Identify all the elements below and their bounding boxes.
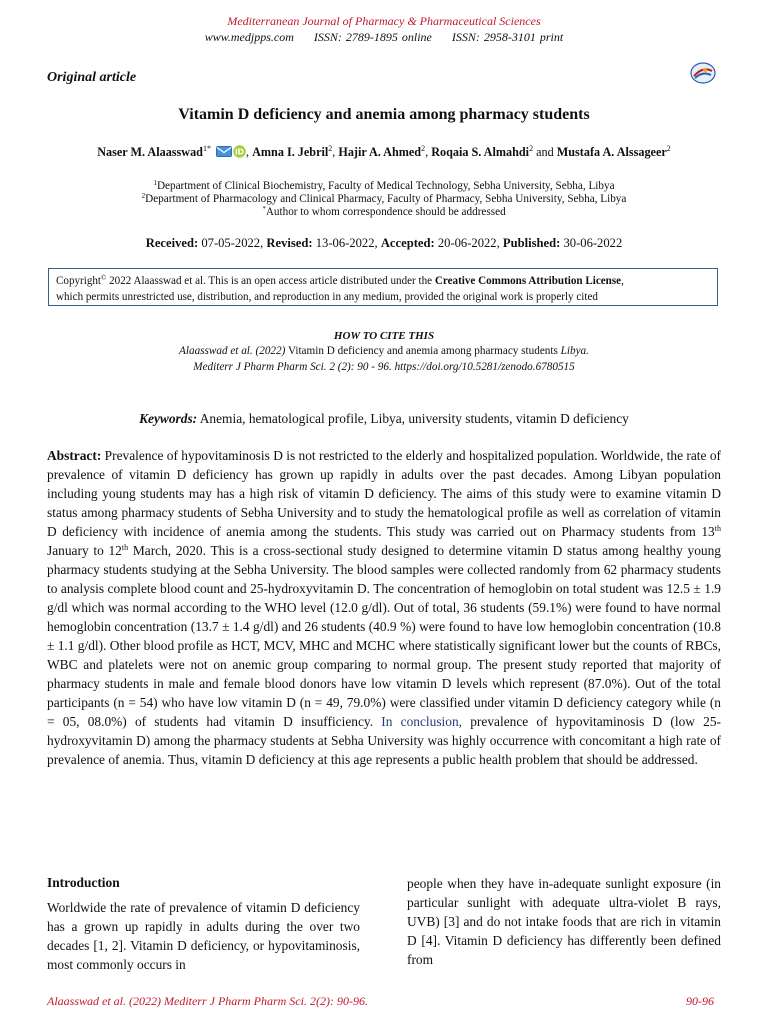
copyright-symbol: © [101, 274, 107, 282]
author-sup: 2 [529, 144, 534, 153]
svg-text:iD: iD [235, 147, 244, 157]
keywords-label: Keywords: [139, 411, 198, 426]
abstract [47, 446, 721, 769]
keywords-text: Anemia, hematological profile, Libya, university students, vitamin D deficiency [199, 411, 629, 426]
abstract-text: January to 12 [47, 543, 122, 558]
author-sup: 2 [666, 144, 671, 153]
published-date: 30-06-2022 [563, 236, 623, 250]
issn-online: ISSN: 2789-1895 online [313, 30, 432, 44]
author-name: Amna I. Jebril [252, 145, 329, 159]
author-name: Naser M. Alaasswad [97, 145, 203, 159]
orcid-icon[interactable] [233, 145, 246, 158]
affiliation-text: Department of Pharmacology and Clinical Pharmacy, Faculty of Pharmacy, Sebha University, Sebha, Libya [145, 193, 627, 205]
copyright-comma: , [621, 275, 624, 287]
footer-pages: 90-96 [686, 994, 714, 1008]
author-sup: 2 [421, 144, 426, 153]
revised-label: Revised: [266, 236, 313, 250]
author-and: and [536, 145, 554, 159]
cite-reference[interactable]: Mediterr J Pharm Pharm Sci. 2 (2): 90 - 96. https://doi.org/10.5281/zenodo.6780515 [193, 361, 575, 373]
affiliation-1 [0, 180, 768, 192]
cite-country: Libya. [560, 345, 589, 357]
accepted-date: 20-06-2022, [437, 236, 500, 250]
cite-line-1 [0, 345, 768, 357]
author-name: Hajir A. Ahmed [338, 145, 422, 159]
abstract-text: March, 2020. This is a cross-sectional study designed to determine vitamin D status among healthy young pharmacy students studying at the Sebha University. The blood samples were collected randomly from 62 pharmacy students to analysis complete blood count and 25-hydroxyvitamin D. The concentration of hemoglobin on total student was 12.5 ± 1.9 g/dl which was normal according to the WHO level (12.0 g/dl). Out of total, 36 students (59.1%) were found to have normal hemoglobin concentration (13.7 ± 1.4 g/dl) and 26 students (40.9 %) were found to have low hemoglobin concentration (10.8 ± 1.1 g/dl). Other blood profile as HCT, MCV, MHC and MCHC where statistically significant lower but the counts of RBCs, WBC and platelets were not on anemic group comparing to normal group. The present study reported that majority of pharmacy students in male and female blood donors have low vitamin D levels which represent (87.0%). Out of the total participants (n = 54) who have low vitamin D (n = 49, 79.0%) were classified under vitamin D deficiency category while (n = 05, 08.0%) of students had vitamin D insufficiency. [47, 543, 721, 729]
abstract-label: Abstract: [47, 448, 102, 463]
cite-line-2 [0, 361, 768, 373]
author-separator: , [332, 145, 336, 159]
cite-title: Vitamin D deficiency and anemia among pharmacy students [287, 345, 558, 357]
keywords [0, 411, 768, 427]
footer-citation: Alaasswad et al. (2022) Mediterr J Pharm Pharm Sci. 2(2): 90-96. [47, 994, 368, 1008]
journal-logo-icon [690, 62, 716, 84]
license-link[interactable]: Creative Commons Attribution License [434, 275, 622, 287]
abstract-sup: th [714, 524, 721, 533]
copyright-text-2: which permits unrestricted use, distribution, and reproduction in any medium, provided the original work is properly cited [56, 291, 598, 303]
author-separator: , [425, 145, 429, 159]
journal-website[interactable]: www.medjpps.com [204, 30, 294, 44]
copyright-box [48, 268, 718, 306]
correspondence-note [0, 206, 768, 218]
copyright-text: 2022 Alaasswad et al. This is an open access article distributed under the [109, 275, 433, 287]
introduction-left-column: Worldwide the rate of prevalence of vitamin D deficiency has a grown up rapidly in adults during the over two decades [1, 2]. Vitamin D deficiency, or hypovitaminosis, most commonly occurs in [47, 900, 360, 972]
article-type: Original article [47, 70, 137, 85]
email-icon[interactable] [216, 146, 232, 157]
author-name: Roqaia S. Almahdi [431, 145, 530, 159]
published-label: Published: [502, 236, 561, 250]
abstract-text: Prevalence of hypovitaminosis D is not restricted to the elderly and hospitalized population. Worldwide, the rate of prevalence of vitamin D deficiency has grown up rapidly in adults over the past decades. Among Libyan population including young students may has a high risk of vitamin D deficiency. The aims of this study were to examine vitamin D status among pharmacy students of Sebha University and to study the hematological profile as well as correlation of vitamin D deficiency with incidence of anemia among the students. This study was carried out on Pharmacy students from 13 [47, 448, 721, 539]
affiliation-2 [0, 193, 768, 205]
affiliation-sup: 1 [153, 179, 157, 187]
introduction-heading: Introduction [47, 875, 120, 890]
abstract-sup: th [121, 543, 129, 552]
revised-date: 13-06-2022, [315, 236, 378, 250]
journal-ids [0, 30, 768, 45]
author-sup: 1* [202, 144, 211, 153]
affiliation-sup: 2 [141, 192, 146, 200]
accepted-label: Accepted: [380, 236, 435, 250]
article-dates [0, 236, 768, 251]
journal-name: Mediterranean Journal of Pharmacy & Pharmaceutical Sciences [227, 14, 541, 28]
cite-authors: Alaasswad et al. (2022) [179, 345, 286, 357]
author-separator: , [246, 145, 250, 159]
author-name: Mustafa A. Alssageer [556, 145, 667, 159]
introduction-right-column: people when they have in-adequate sunlight exposure (in particular sunlight with adequate ultra-violet B rays, UVB) [3] and do not intake foods that are rich in vitamin D [4]. Vitamin D deficiency has differently been defined from [407, 876, 721, 967]
affiliation-text: Author to whom correspondence should be addressed [265, 206, 506, 218]
affiliation-text: Department of Clinical Biochemistry, Faculty of Medical Technology, Sebha University, Sebha, Libya [156, 180, 615, 192]
copyright-label: Copyright [56, 275, 101, 287]
abstract-text: prevalence of hypovitaminosis D (low 25-hydroxyvitamin D) among the pharmacy students at Sebha University was highly occurrence with concomitant a high rate of prevalence of anemia. Thus, vitamin D deficiency at this age represents a public health problem that should be addressed. [47, 714, 721, 767]
author-sup: 2 [328, 144, 333, 153]
author-list [0, 145, 768, 160]
issn-print: ISSN: 2958-3101 print [451, 30, 564, 44]
abstract-conclusion-label: In conclusion, [381, 714, 463, 729]
article-title: Vitamin D deficiency and anemia among pharmacy students [178, 106, 590, 123]
received-label: Received: [145, 236, 199, 250]
cite-heading: HOW TO CITE THIS [333, 330, 435, 342]
received-date: 07-05-2022, [201, 236, 264, 250]
affiliation-sup: * [262, 205, 266, 213]
